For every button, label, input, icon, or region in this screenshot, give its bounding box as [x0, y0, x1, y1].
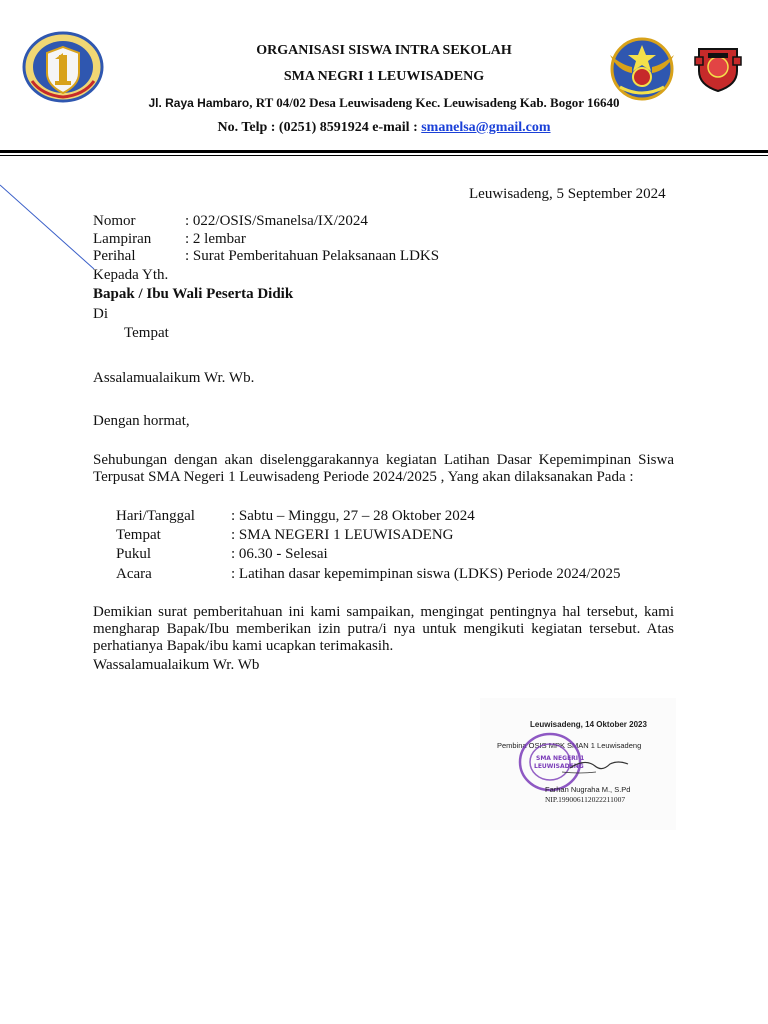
stray-line: [0, 183, 100, 273]
hormat: Dengan hormat,: [93, 413, 190, 429]
intro-paragraph: Sehubungan dengan akan diselenggarakannya kegiatan Latihan Dasar Kepemimpinan Siswa Terpusat SMA Negeri 1 Leuwisadeng Periode 2024/2025 , Yang akan dilaksanakan Pada :: [93, 452, 674, 485]
stamp-text: SMA NEGERI 1: [536, 755, 585, 762]
meta-row: [93, 213, 368, 230]
detail-label: Pukul: [116, 546, 152, 562]
meta-row: [93, 231, 246, 248]
meta-value: : 2 lembar: [185, 231, 246, 247]
meta-label: Perihal: [93, 248, 136, 264]
detail-row: [116, 546, 328, 563]
signature-block: [480, 698, 676, 830]
detail-row: [116, 566, 621, 583]
school-name: SMA NEGRI 1 LEUWISADENG: [283, 69, 485, 84]
signature-date: Leuwisadeng, 14 Oktober 2023: [530, 720, 647, 729]
email-link[interactable]: smanelsa@gmail.com: [421, 120, 551, 135]
detail-value: : Latihan dasar kepemimpinan siswa (LDKS) Periode 2024/2025: [231, 566, 621, 582]
salam-open: Assalamualaikum Wr. Wb.: [93, 370, 255, 386]
detail-label: Acara: [116, 566, 152, 582]
detail-value: : SMA NEGERI 1 LEUWISADENG: [231, 527, 454, 543]
detail-row: [116, 527, 454, 544]
address-prefix: Jl. Raya Hambaro: [148, 96, 250, 110]
tempat-label: Tempat: [124, 325, 169, 341]
detail-value: : 06.30 - Selesai: [231, 546, 328, 562]
contact-line: [0, 120, 768, 136]
to-greeting: Kepada Yth.: [93, 267, 169, 283]
meta-label: Nomor: [93, 213, 136, 229]
closing-paragraph: Demikian surat pemberitahuan ini kami sampaikan, mengingat pentingnya hal tersebut, kami mengharap Bapak/Ibu memberikan izin putra/i nya untuk mengikuti kegiatan tersebut. Atas perhatianya Bapak/ibu kami ucapkan terimakasih.: [93, 604, 674, 654]
address-rest: , RT 04/02 Desa Leuwisadeng Kec. Leuwisadeng Kab. Bogor 16640: [249, 95, 620, 110]
svg-text:LEUWISADENG: LEUWISADENG: [534, 763, 584, 770]
detail-value: : Sabtu – Minggu, 27 – 28 Oktober 2024: [231, 508, 475, 524]
detail-label: Tempat: [116, 527, 161, 543]
meta-value: : Surat Pemberitahuan Pelaksanaan LDKS: [185, 248, 440, 264]
signature-role: Pembina OSIS MPK SMAN 1 Leuwisadeng: [497, 741, 642, 750]
header-divider-thin: [0, 155, 768, 156]
school-logo: [22, 31, 104, 103]
meta-row: [93, 248, 439, 265]
di-label: Di: [93, 306, 108, 322]
meta-value: : 022/OSIS/Smanelsa/IX/2024: [185, 213, 368, 229]
meta-label: Lampiran: [93, 231, 152, 247]
header-divider-thick: [0, 150, 768, 153]
place-date: Leuwisadeng, 5 September 2024: [469, 186, 666, 202]
signature-nip: NIP.199006112022211007: [545, 795, 626, 804]
detail-row: [116, 508, 475, 525]
detail-label: Hari/Tanggal: [116, 508, 195, 524]
phone-text: No. Telp : (0251) 8591924 e-mail :: [217, 120, 422, 135]
org-name: ORGANISASI SISWA INTRA SEKOLAH: [256, 43, 512, 58]
recipient: Bapak / Ibu Wali Peserta Didik: [93, 286, 294, 302]
signature-name: Farhan Nugraha M., S.Pd: [545, 785, 631, 794]
salam-close: Wassalamualaikum Wr. Wb: [93, 657, 260, 673]
school-address: [0, 95, 768, 111]
